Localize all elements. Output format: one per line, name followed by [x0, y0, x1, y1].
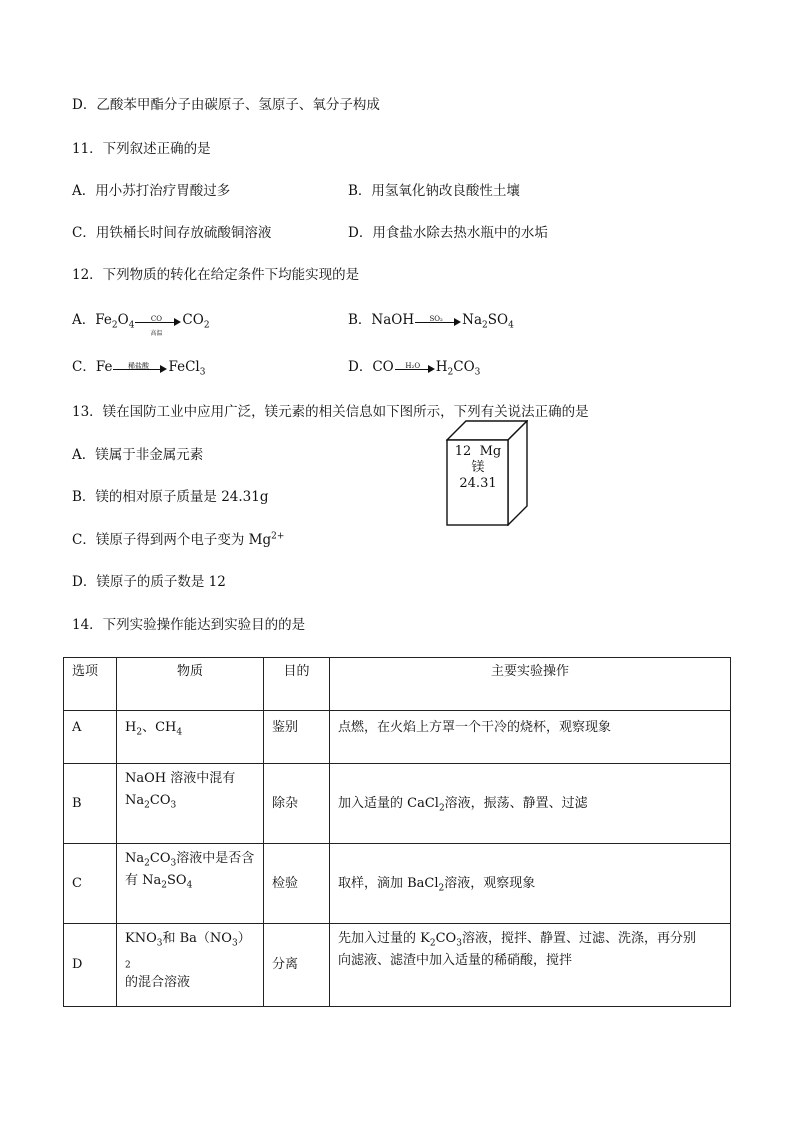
row-option: D: [64, 924, 117, 1007]
q12-stem: 12．下列物质的转化在给定条件下均能实现的是: [72, 267, 360, 283]
table-header-row: [64, 658, 731, 711]
arrow-condition: SO₂: [429, 314, 443, 323]
row-substance: $H_2$、$CH_4$: [117, 711, 264, 764]
q11-stem: 11．下列叙述正确的是: [72, 141, 211, 157]
row-operation: 取样，滴加 BaCl$_2$溶液，观察现象: [330, 844, 731, 924]
arrow-condition: 稀盐酸: [127, 361, 149, 370]
table-row: [64, 764, 731, 844]
element-cube-diagram: [446, 420, 528, 526]
q13-stem: 13．镁在国防工业中应用广泛，镁元素的相关信息如下图所示，下列有关说法正确的是: [72, 404, 589, 420]
element-info: [447, 444, 509, 492]
row-substance: $Na_2CO_3$溶液中是否含 有 $Na_2SO_4$: [117, 844, 264, 924]
table-row: [64, 711, 731, 764]
reaction-arrow-icon: [415, 314, 461, 328]
row-purpose: 检验: [264, 844, 330, 924]
arrow-condition: CO: [150, 314, 162, 323]
reaction-arrow-icon: [135, 314, 181, 337]
q12-option-b: B．NaOH SO₂ $Na_2SO_4$: [348, 310, 514, 330]
q13-option-c: C．镁原子得到两个电子变为 $Mg^{2+}$: [72, 531, 285, 548]
q12-b-label: B．: [348, 312, 372, 328]
q12-c-label: C．: [72, 359, 96, 375]
row-purpose: 分离: [264, 924, 330, 1007]
element-number-symbol: 12 Mg: [454, 444, 502, 459]
q11-option-b: B．用氢氧化钠改良酸性土壤: [348, 183, 520, 199]
table-row: [64, 924, 731, 1007]
row-purpose: 鉴别: [264, 711, 330, 764]
arrow-condition: H₂O: [405, 361, 421, 370]
q13-option-d: D．镁原子的质子数是 12: [72, 574, 226, 590]
header-substance: 物质: [117, 658, 264, 711]
q11-option-d: D．用食盐水除去热水瓶中的水垢: [348, 225, 548, 241]
q13-option-b: B．镁的相对原子质量是 24.31g: [72, 489, 269, 505]
q10-option-d: D．乙酸苯甲酯分子由碳原子、氢原子、氧分子构成: [72, 97, 380, 113]
row-option: B: [64, 764, 117, 844]
q12-a-label: A．: [72, 312, 96, 328]
reaction-arrow-icon: [395, 361, 435, 375]
element-mass: 24.31: [459, 476, 497, 491]
row-substance: NaOH 溶液中混有 $Na_2CO_3$: [117, 764, 264, 844]
element-name: 镁: [471, 460, 485, 475]
reaction-arrow-icon: [113, 361, 167, 375]
q13-option-a: A．镁属于非金属元素: [72, 447, 204, 463]
row-operation: 点燃，在火焰上方罩一个干冷的烧杯，观察现象: [330, 711, 731, 764]
experiment-table: [63, 657, 731, 1007]
table-row: [64, 844, 731, 924]
row-operation: 加入适量的 CaCl$_2$溶液，振荡、静置、过滤: [330, 764, 731, 844]
q11-option-a: A．用小苏打治疗胃酸过多: [72, 183, 231, 199]
row-option: C: [64, 844, 117, 924]
arrow-condition-below: 高温: [150, 329, 163, 337]
q12-option-d: D．CO H₂O $H_2CO_3$: [348, 357, 480, 377]
row-option: A: [64, 711, 117, 764]
row-purpose: 除杂: [264, 764, 330, 844]
q12-option-a: A．$Fe_2O_4$ CO 高温 $CO_2$: [72, 310, 210, 330]
charge-superscript: 2+: [271, 531, 285, 542]
q12-d-label: D．: [348, 359, 373, 375]
header-option: 选项: [64, 658, 117, 711]
header-purpose: 目的: [264, 658, 330, 711]
q11-option-c: C．用铁桶长时间存放硫酸铜溶液: [72, 225, 272, 241]
header-operation: 主要实验操作: [330, 658, 731, 711]
q14-stem: 14．下列实验操作能达到实验目的的是: [72, 617, 306, 633]
row-operation: 先加入过量的 $K_2CO_3$溶液，搅拌、静置、过滤、洗涤，再分别 向滤液、滤渣中加入适量的稀硝酸，搅拌: [330, 924, 731, 1007]
row-substance: $KNO_3$和 $Ba(NO_3)_2$ 的混合溶液: [117, 924, 264, 1007]
q12-option-c: C．Fe 稀盐酸 FeCl$_3$: [72, 357, 205, 377]
